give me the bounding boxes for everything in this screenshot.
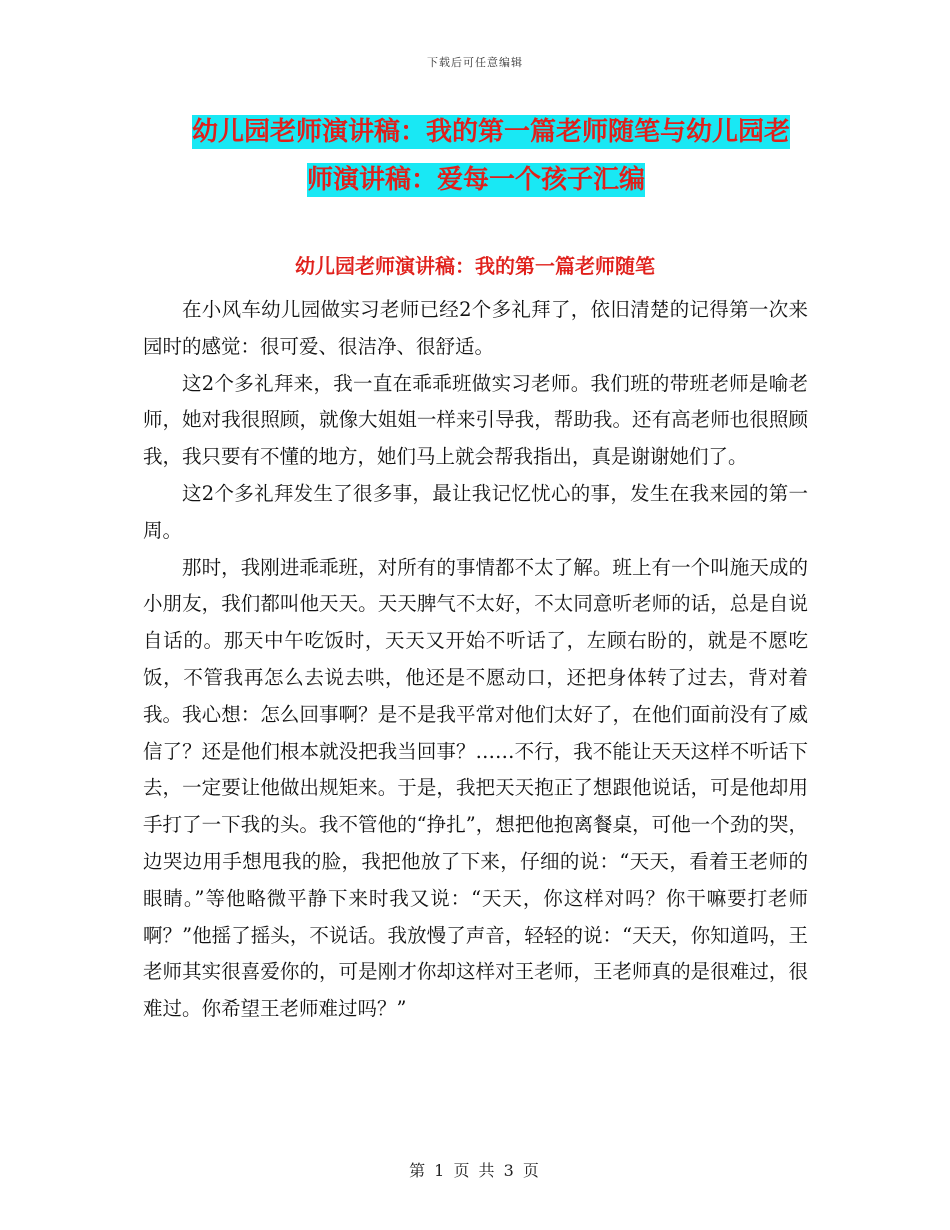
paragraph: 那时，我刚进乖乖班，对所有的事情都不太了解。班上有一个叫施天成的小朋友，我们都叫他天天。天天脾气不太好，不太同意听老师的话，总是自说自话的。那天中午吃饭时，天天又开始不听话了，左顾右盼的，就是不愿吃饭，不管我再怎么去说去哄，他还是不愿动口，还把身体转了过去，背对着我。我心想：怎么回事啊？是不是我平常对他们太好了，在他们面前没有了威信了？还是他们根本就没把我当回事？……不行，我不能让天天这样不听话下去，一定要让他做出规矩来。于是，我把天天抱正了想跟他说话，可是他却用手打了一下我的头。我不管他的“挣扎”，想把他抱离餐桌，可他一个劲的哭，边哭边用手想甩我的脸，我把他放了下来，仔细的说：“天天，看着王老师的眼睛。”等他略微平静下来时我又说：“天天，你这样对吗？你干嘛要打老师啊？”他摇了摇头，不说话。我放慢了声音，轻轻的说：“天天，你知道吗，王老师其实很喜爱你的，可是刚才你却这样对王老师，王老师真的是很难过，很难过。你希望王老师难过吗？”: [143, 555, 808, 1021]
header-note: 下载后可任意编辑: [427, 56, 523, 69]
document-title-line-2: [140, 156, 840, 204]
paragraph: 在小风车幼儿园做实习老师已经2个多礼拜了，依旧清楚的记得第一次来园时的感觉：很可爱、很洁净、很舒适。: [143, 298, 808, 358]
paragraph: 这2个多礼拜来，我一直在乖乖班做实习老师。我们班的带班老师是喻老师，她对我很照顾，就像大姐姐一样来引导我，帮助我。还有高老师也很照顾我，我只要有不懂的地方，她们马上就会帮我指出，真是谢谢她们了。: [143, 371, 808, 469]
section-title: 幼儿园老师演讲稿：我的第一篇老师随笔: [295, 254, 655, 278]
paragraph: 这2个多礼拜发生了很多事，最让我记忆忧心的事，发生在我来园的第一周。: [143, 481, 808, 542]
body-text: [143, 292, 808, 1028]
page-number-footer: 第 1 页 共 3 页: [409, 1161, 541, 1180]
document-title-line-1-text: 幼儿园老师演讲稿：我的第一篇老师随笔与幼儿园老: [192, 117, 791, 147]
document-title: [140, 108, 840, 204]
document-title-line-2-text: 师演讲稿：爱每一个孩子汇编: [307, 165, 646, 195]
document-title-line-1: [140, 108, 840, 156]
